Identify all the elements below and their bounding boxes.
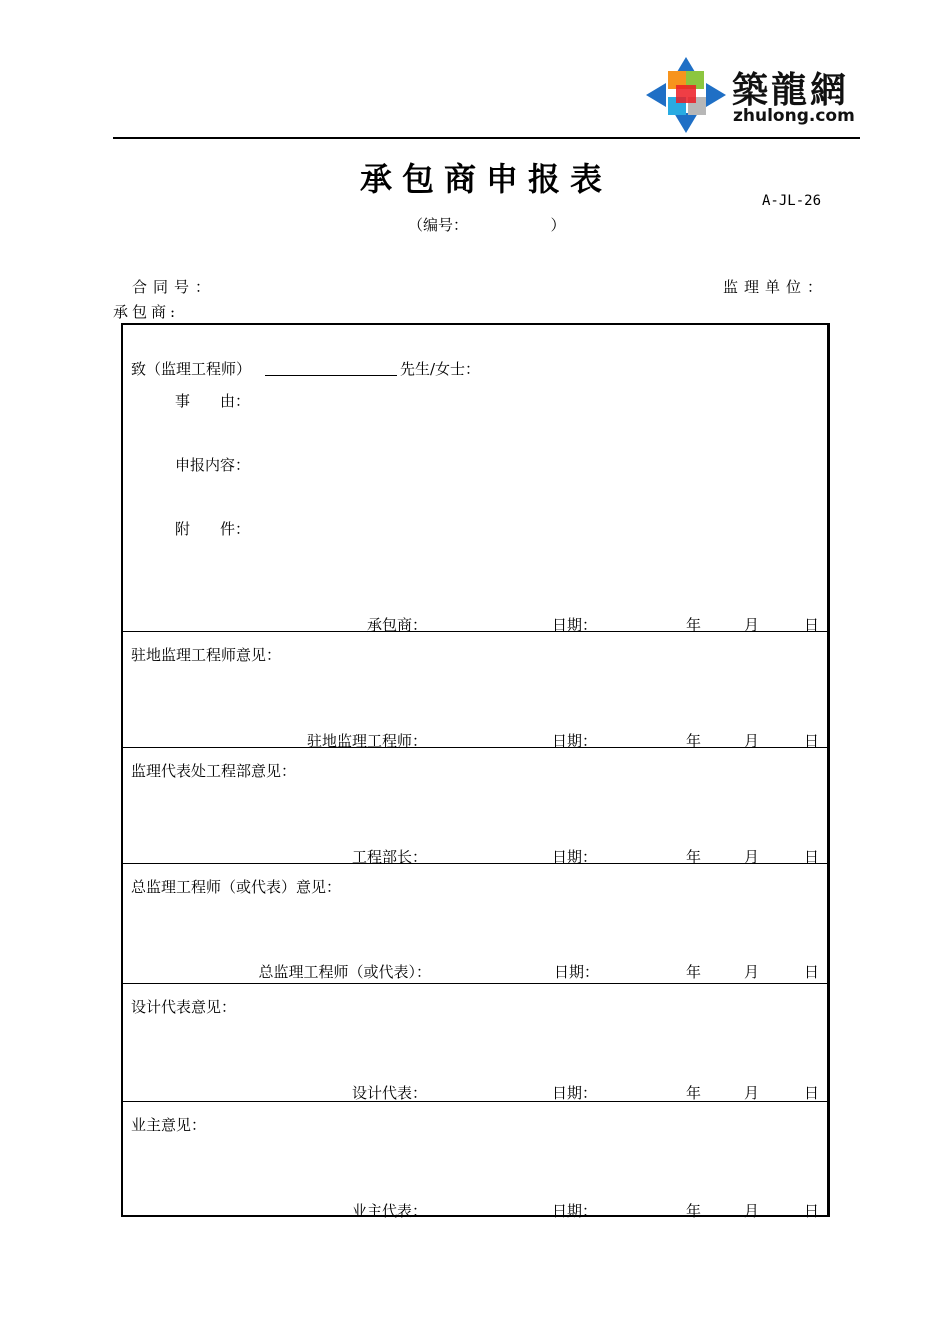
month-label: 月 [744,963,760,981]
opinion-label: 设计代表意见： [131,998,237,1016]
form-code: A-JL-26 [762,193,822,209]
year-label: 年 [686,732,702,750]
year-label: 年 [686,963,702,981]
month-label: 月 [744,616,760,634]
attachment-label: 附 件： [175,520,251,538]
day-label: 日 [804,732,820,750]
opinion-section [123,1101,827,1220]
opinion-section [123,983,827,1102]
date-label: 日期： [552,732,598,750]
opinion-section [123,631,827,748]
opinion-label: 业主意见： [131,1116,207,1134]
date-label: 日期： [552,616,598,634]
year-label: 年 [686,848,702,866]
application-form [121,323,830,1220]
reason-label: 事 由： [175,392,251,410]
month-label: 月 [744,732,760,750]
header-rule [113,137,860,139]
signer-label: 业主代表： [351,1202,427,1220]
signer-label: 总监理工程师（或代表）： [258,963,431,981]
contractor-label: 承包商: [113,303,180,321]
signer-label: 驻地监理工程师： [306,732,427,750]
day-label: 日 [804,1202,820,1220]
date-label: 日期： [552,1202,598,1220]
month-label: 月 [744,1084,760,1102]
opinion-section [123,747,827,864]
opinion-label: 监理代表处工程部意见： [131,762,297,780]
opinion-label: 总监理工程师（或代表）意见： [131,878,342,896]
logo-cn-text: 築龍網 [732,70,850,111]
day-label: 日 [804,1084,820,1102]
signer-label: 承包商： [366,616,427,634]
engineer-name-line[interactable] [265,375,397,376]
year-label: 年 [686,1202,702,1220]
page-title: 承包商申报表 [359,160,612,198]
day-label: 日 [804,963,820,981]
month-label: 月 [744,1202,760,1220]
zhulong-logo-icon [646,57,726,133]
date-label: 日期： [554,963,600,981]
date-label: 日期： [552,848,598,866]
opinion-section [123,863,827,984]
serial-number-field: （编号： ） [408,216,566,234]
addressee-prefix: 致（监理工程师） [131,360,252,378]
signer-label: 工程部长： [351,848,427,866]
content-label: 申报内容： [175,456,251,474]
opinion-label: 驻地监理工程师意见： [131,646,282,664]
logo-en-text: zhulong.com [733,106,855,126]
addressee-suffix: 先生/女士： [400,360,481,378]
contract-number-label: 合同号： [132,278,217,296]
day-label: 日 [804,848,820,866]
day-label: 日 [804,616,820,634]
year-label: 年 [686,616,702,634]
signer-label: 设计代表： [351,1084,427,1102]
date-label: 日期： [552,1084,598,1102]
supervisor-unit-label: 监理单位： [723,278,829,296]
month-label: 月 [744,848,760,866]
application-section [123,325,827,634]
year-label: 年 [686,1084,702,1102]
